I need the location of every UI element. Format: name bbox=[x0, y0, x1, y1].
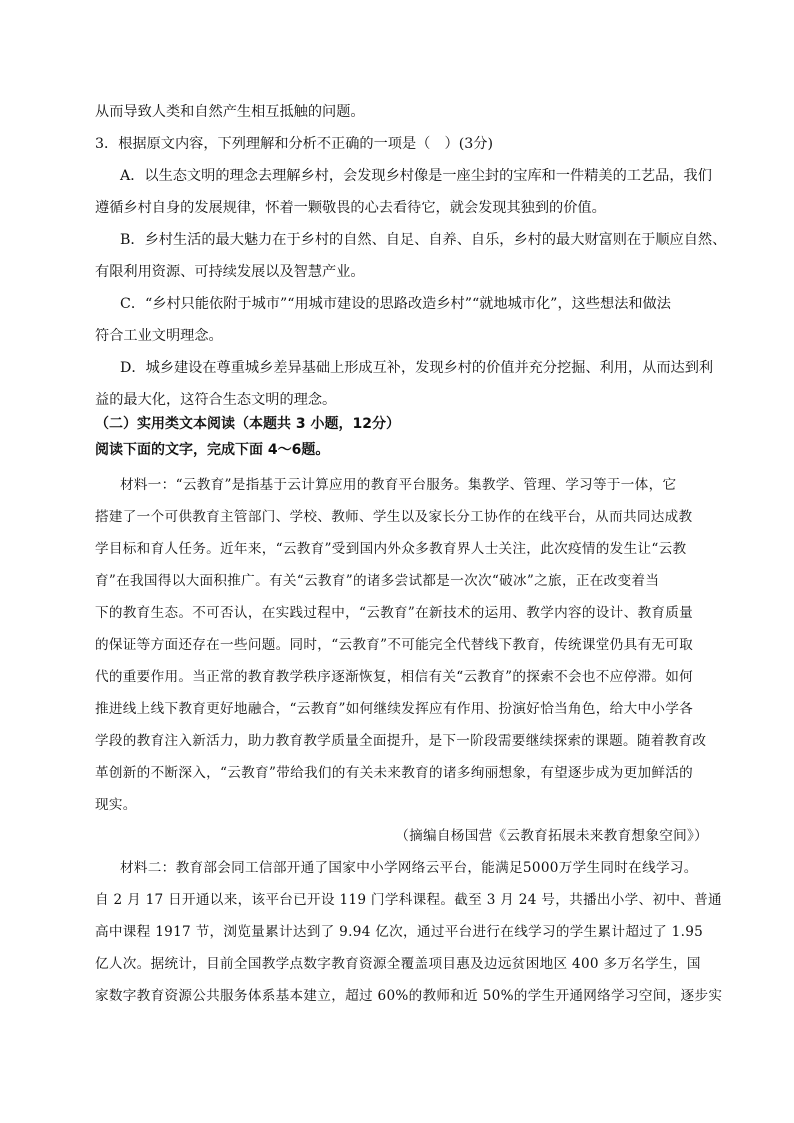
material-1-line: 推进线上线下教育更好地融合，“云教育”如何继续发挥应有作用、扮演好恰当角色，给大中小学各 bbox=[95, 701, 694, 717]
option-a-line-2: 遵循乡村自身的发展规律，怀着一颗敬畏的心去看待它，就会发现其独到的价值。 bbox=[95, 200, 606, 216]
section-heading: （二）实用类文本阅读（本题共 3 小题，12分） bbox=[95, 416, 400, 432]
material-2-line: 材料二：教育部会同工信部开通了国家中小学网络云平台，能满足5000万学生同时在线学习。 bbox=[120, 860, 698, 876]
material-1-line: 下的教育生态。不可否认，在实践过程中，“云教育”在新技术的运用、教学内容的设计、教育质量 bbox=[95, 605, 694, 621]
material-1-line: 搭建了一个可供教育主管部门、学校、教师、学生以及家长分工协作的在线平台，从而共同达成教 bbox=[95, 509, 693, 525]
material-2-line: 高中课程 1917 节，浏览量累计达到了 9.94 亿次，通过平台进行在线学习的学生累计超过了 1.95 bbox=[95, 924, 704, 940]
material-1-line: 的保证等方面还存在一些问题。同时，“云教育”不可能完全代替线下教育，传统课堂仍具有无可取 bbox=[95, 637, 694, 653]
question-3: 3．根据原文内容，下列理解和分析不正确的一项是（ ）(3分) bbox=[95, 136, 494, 152]
material-1-line: 代的重要作用。当正常的教育教学秩序逐渐恢复，相信有关“云教育”的探索不会也不应停滞。如何 bbox=[95, 669, 694, 685]
option-b-line-1: B．乡村生活的最大魅力在于乡村的自然、自足、自养、自乐，乡村的最大财富则在于顺应自然、 bbox=[120, 232, 727, 248]
material-2-line: 亿人次。据统计，目前全国教学点数字教育资源全覆盖项目惠及边远贫困地区 400 多万名学生，国 bbox=[95, 956, 701, 972]
option-c-line-2: 符合工业文明理念。 bbox=[95, 328, 223, 344]
material-1-source: （摘编自杨国营《云教育拓展未来教育想象空间》） bbox=[395, 828, 708, 844]
option-a-line-1: A．以生态文明的理念去理解乡村，会发现乡村像是一座尘封的宝库和一件精美的工艺品，我们 bbox=[120, 168, 712, 184]
option-b-line-2: 有限利用资源、可持续发展以及智慧产业。 bbox=[95, 264, 365, 280]
material-1-line: 革创新的不断深入，“云教育”带给我们的有关未来教育的诸多绚丽想象，有望逐步成为更加鲜活的 bbox=[95, 765, 694, 781]
section-instruction: 阅读下面的文字，完成下面 4～6题。 bbox=[95, 442, 330, 458]
material-1-line: 学段的教育注入新活力，助力教育教学质量全面提升，是下一阶段需要继续探索的课题。随着教育改 bbox=[95, 733, 707, 749]
material-1-line: 学目标和育人任务。近年来，“云教育”受到国内外众多教育界人士关注，此次疫情的发生让“云教 bbox=[95, 541, 687, 557]
material-2-line: 家数字教育资源公共服务体系基本建立，超过 60%的教师和近 50%的学生开通网络学习空间，逐步实 bbox=[95, 988, 723, 1004]
text-line: 从而导致人类和自然产生相互抵触的问题。 bbox=[95, 104, 365, 120]
material-2-line: 自 2 月 17 日开通以来，该平台已开设 119 门学科课程。截至 3 月 24 号，共播出小学、初中、普通 bbox=[95, 892, 722, 908]
material-1-line: 材料一：“云教育”是指基于云计算应用的教育平台服务。集教学、管理、学习等于一体，它 bbox=[120, 477, 677, 493]
option-d-line-1: D．城乡建设在尊重城乡差异基础上形成互补，发现乡村的价值并充分挖掘、利用，从而达到利 bbox=[120, 360, 714, 376]
material-1-line: 育”在我国得以大面积推广。有关“云教育”的诸多尝试都是一次次“破冰”之旅，正在改变着当 bbox=[95, 573, 660, 589]
option-c-line-1: C．“乡村只能依附于城市”“用城市建设的思路改造乡村”“就地城市化”，这些想法和做法 bbox=[120, 296, 671, 312]
material-1-line: 现实。 bbox=[95, 797, 137, 813]
option-d-line-2: 益的最大化，这符合生态文明的理念。 bbox=[95, 392, 337, 408]
